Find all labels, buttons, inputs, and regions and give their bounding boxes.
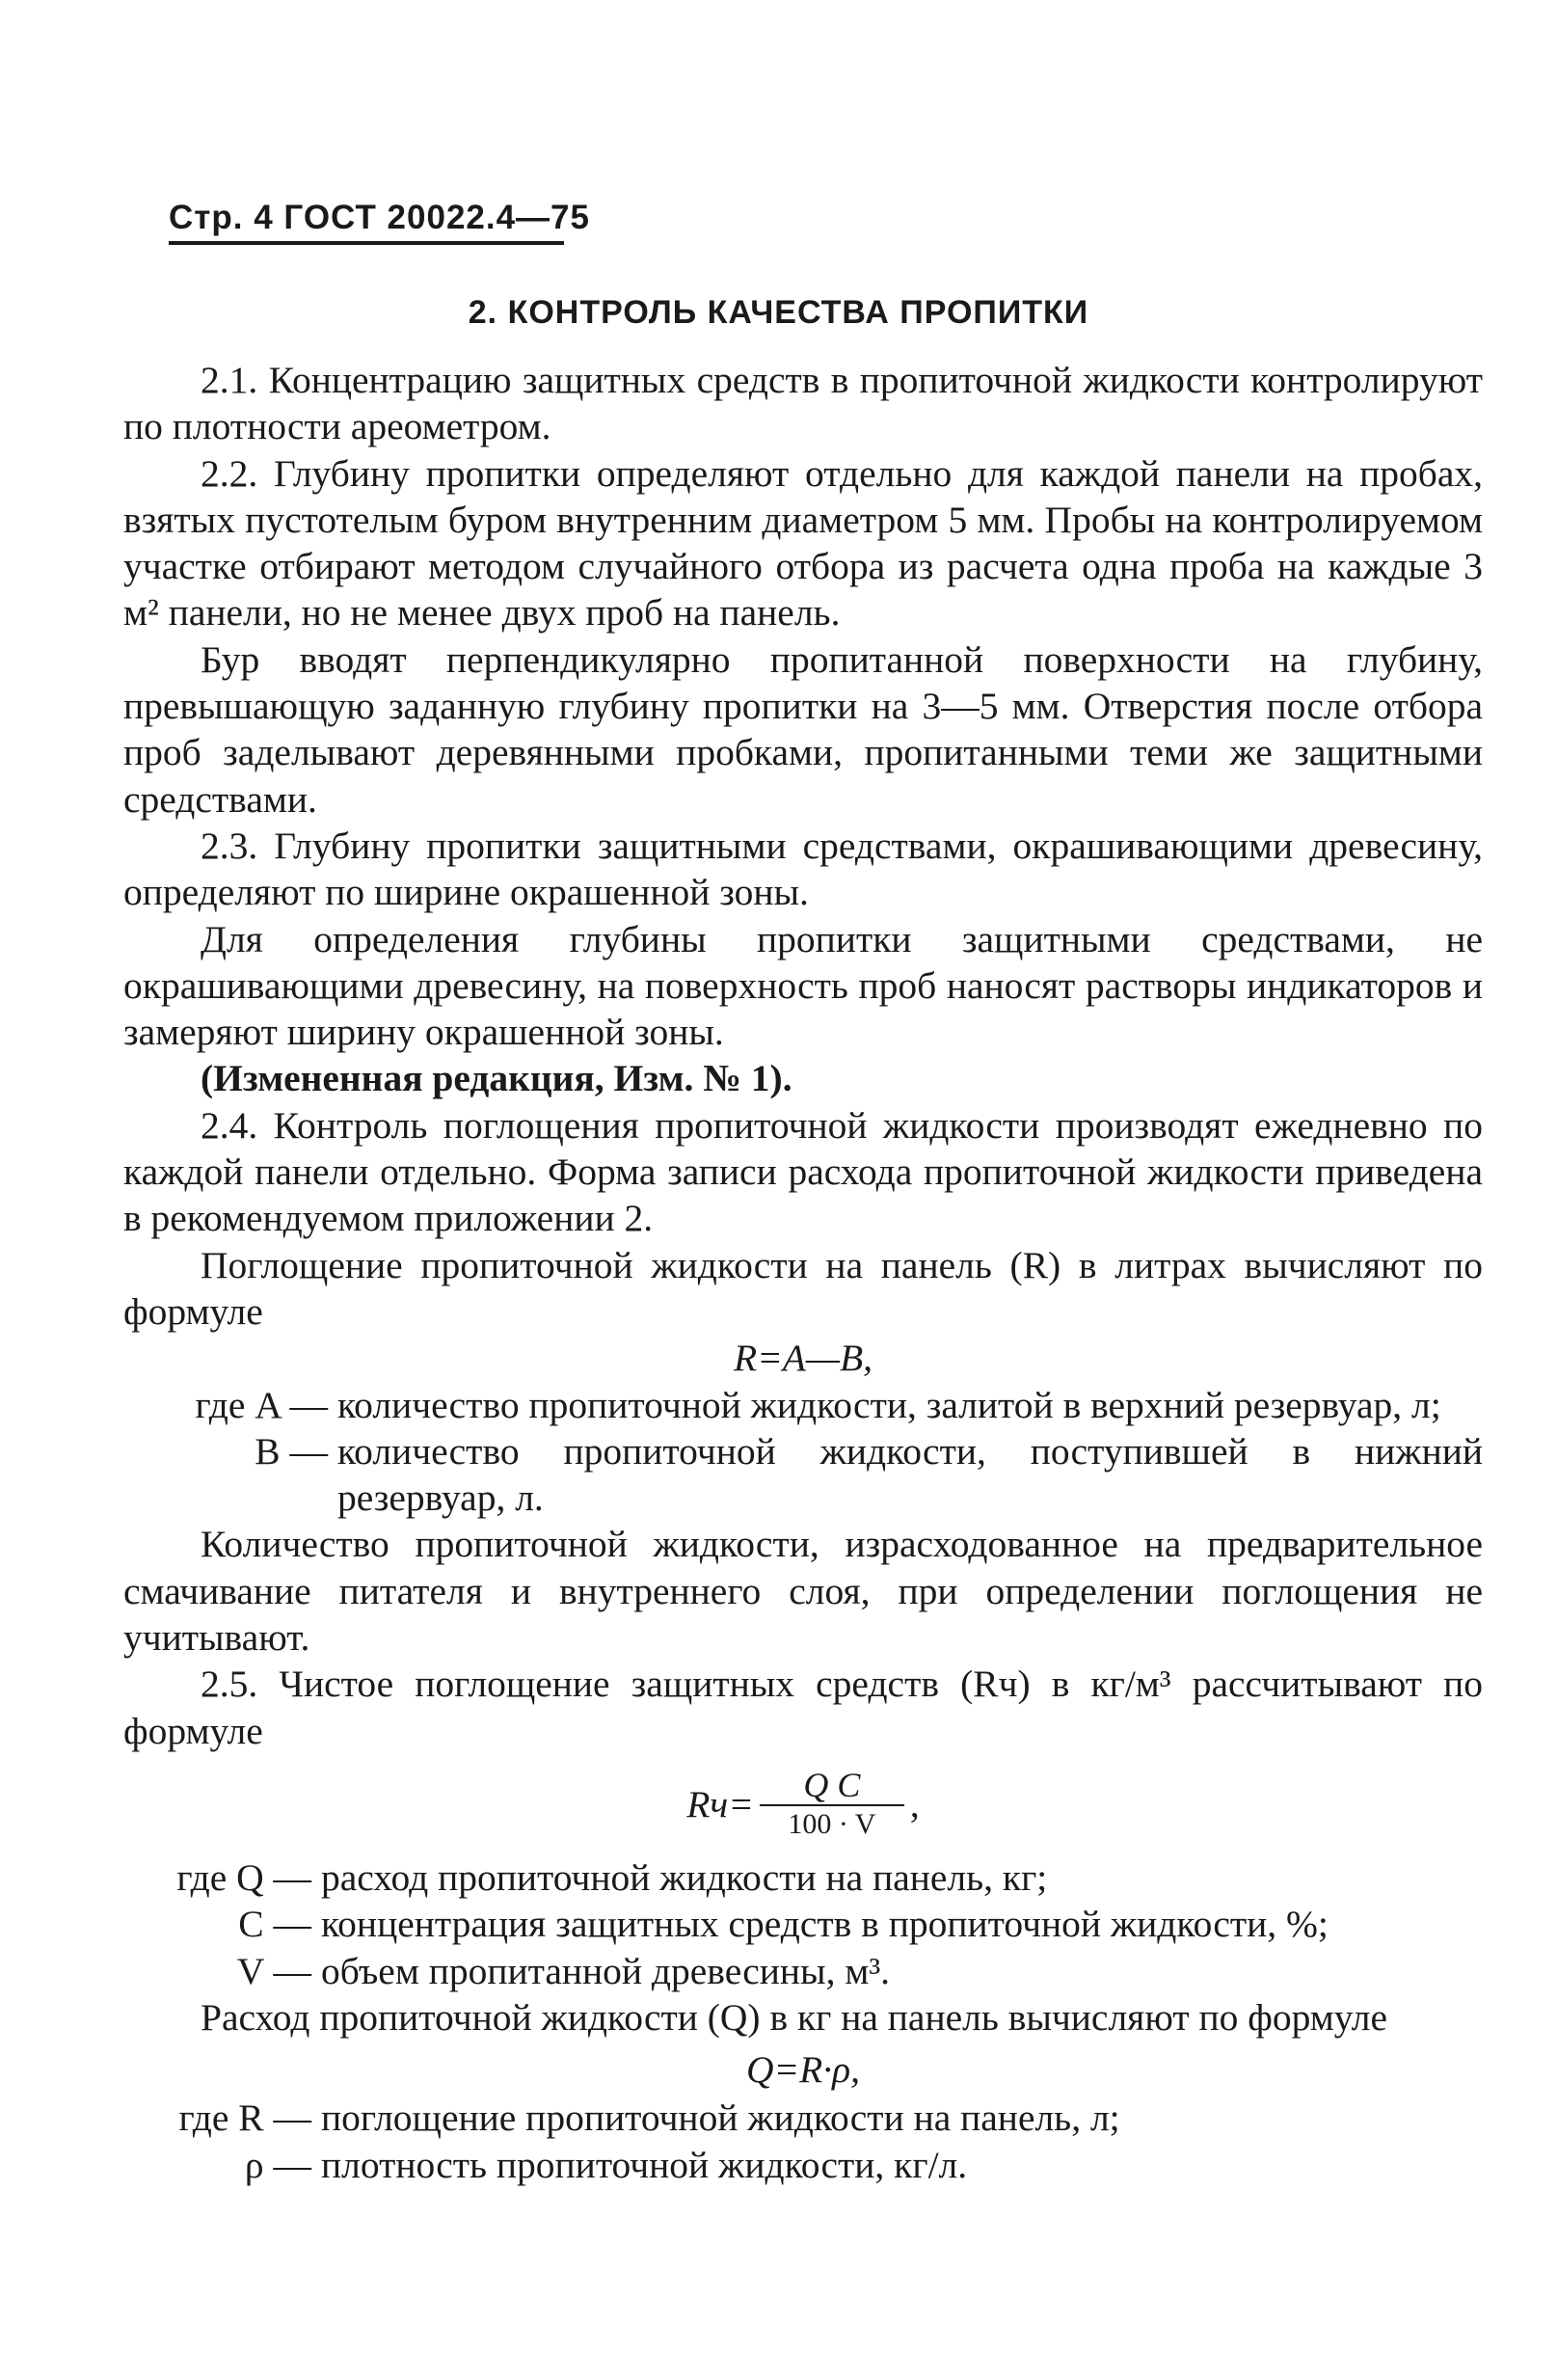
formula-r: R=A—B, (733, 1337, 873, 1380)
definition-text: плотность пропиточной жидкости, кг/л. (321, 2143, 968, 2186)
definition-text: количество пропиточной жидкости, поступившей в нижний резервуар, л. (337, 1429, 1483, 1520)
paragraph-2-5: 2.5. Чистое поглощение защитных средств (Rч) в кг/м³ рассчитывают по формуле (123, 1663, 1483, 1752)
paragraph-quantity: Количество пропиточной жидкости, израсходованное на предварительное смачивание питателя и внутреннего слоя, при определении поглощения не учитывают. (123, 1523, 1483, 1660)
definition-text: количество пропиточной жидкости, залитой в верхний резервуар, л; (337, 1383, 1441, 1426)
definition-label: V — (236, 1949, 311, 1992)
definition-text: поглощение пропиточной жидкости на панель, л; (321, 2096, 1120, 2140)
paragraph-q: Расход пропиточной жидкости (Q) в кг на панель вычисляют по формуле (201, 1995, 1387, 2039)
document-body (123, 357, 1483, 2188)
formula-q: Q=R·ρ, (745, 2048, 861, 2092)
definition-label: где A — (195, 1383, 328, 1426)
page-header: Стр. 4 ГОСТ 20022.4—75 (169, 199, 590, 236)
definition-label: B — (255, 1429, 328, 1473)
definition-v (123, 1948, 1483, 1994)
definition-rho (123, 2142, 1483, 2188)
definition-a (123, 1382, 1483, 1428)
paragraph-drill: Бур вводят перпендикулярно пропитанной поверхности на глубину, превышающую заданную глубину пропитки на 3—5 мм. Отверстия после отбора проб заделывают деревянными пробками, пропитанными теми же защитными средствами. (123, 637, 1483, 821)
header-rule (169, 241, 564, 245)
definition-text: объем пропитанной древесины, м³. (321, 1949, 891, 1992)
definition-q (123, 1854, 1483, 1901)
definitions-2 (123, 1854, 1483, 1994)
definition-label: где R — (178, 2096, 311, 2140)
paragraph-2-2: 2.2. Глубину пропитки определяют отдельно для каждой панели на пробах, взятых пустотелым буром внутренним диаметром 5 мм. Пробы на контролируемом участке отбирают методом случайного отбора из расчета одна проба на каждые 3 м² панели, но не менее двух проб на панель. (123, 451, 1483, 635)
definition-label: C — (238, 1903, 311, 1946)
paragraph-absorption: Поглощение пропиточной жидкости на панель (R) в литрах вычисляют по формуле (123, 1243, 1483, 1333)
definition-label: где Q — (176, 1855, 311, 1899)
definition-c (123, 1901, 1483, 1947)
formula-lhs: Rч= (686, 1782, 754, 1826)
definitions-1 (123, 1382, 1483, 1522)
formula-tail: , (909, 1782, 920, 1826)
fraction-denominator: 100 · V (788, 1807, 876, 1840)
paragraph-indicators: Для определения глубины пропитки защитными средствами, не окрашивающими древесину, на поверхность проб наносят растворы индикаторов и замеряют ширину окрашенной зоны. (123, 917, 1483, 1054)
fraction-numerator: Q C (803, 1765, 861, 1804)
definition-text: концентрация защитных средств в пропиточной жидкости, %; (321, 1903, 1329, 1946)
formula-rch (123, 1754, 1483, 1854)
section-title: 2. КОНТРОЛЬ КАЧЕСТВА ПРОПИТКИ (468, 294, 1089, 331)
definition-r (123, 2095, 1483, 2141)
fraction (760, 1766, 904, 1843)
definition-text: расход пропиточной жидкости на панель, кг; (321, 1855, 1048, 1899)
definitions-3 (123, 2095, 1483, 2188)
paragraph-2-4: 2.4. Контроль поглощения пропиточной жидкости производят ежедневно по каждой панели отдельно. Форма записи расхода пропиточной жидкости приведена в рекомендуемом приложении 2. (123, 1103, 1483, 1240)
definition-label: ρ — (244, 2143, 311, 2186)
definition-b (123, 1428, 1483, 1522)
amendment-note: (Измененная редакция, Изм. № 1). (201, 1057, 792, 1100)
paragraph-2-1: 2.1. Концентрацию защитных средств в пропиточной жидкости контролируют по плотности ареометром. (123, 359, 1483, 448)
paragraph-2-3: 2.3. Глубину пропитки защитными средствами, окрашивающими древесину, определяют по ширине окрашенной зоны. (123, 824, 1483, 914)
